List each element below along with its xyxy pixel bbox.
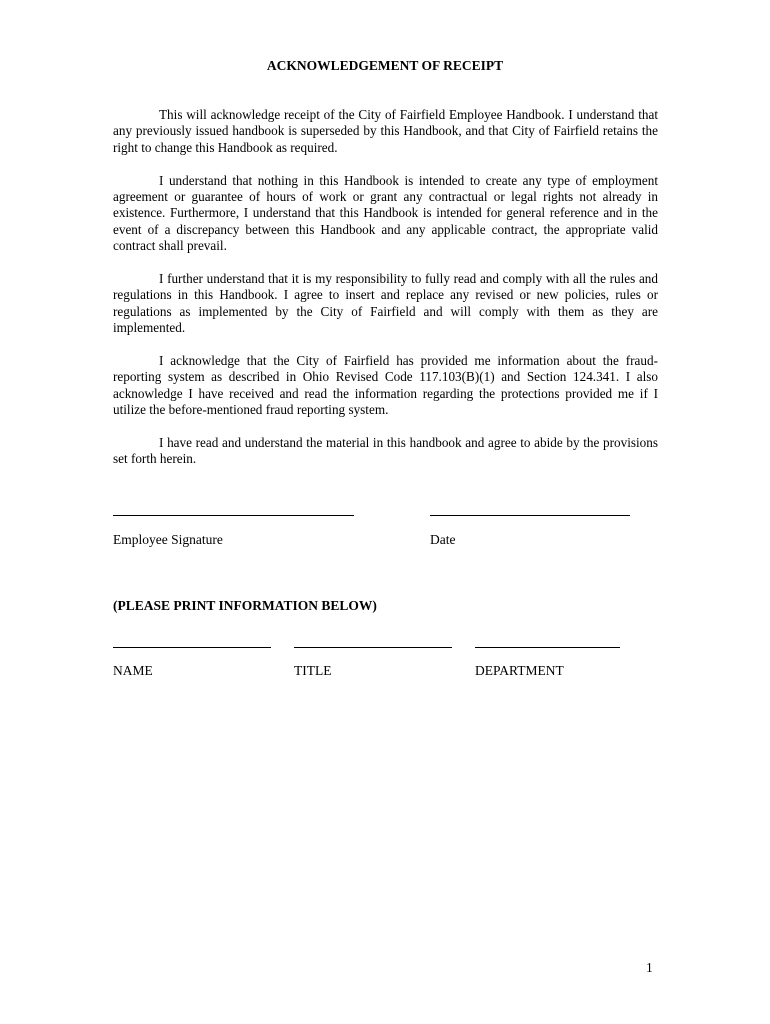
paragraph-responsibility: I further understand that it is my responsibility to fully read and comply with all the rules and regulations in this Handbook. I agree to insert and replace any revised or new policies, rules or regulations as implemented by the City of Fairfield and will comply with them as they are implemented. (113, 271, 658, 336)
document-title: ACKNOWLEDGEMENT OF RECEIPT (266, 58, 504, 73)
department-line[interactable] (475, 647, 620, 648)
paragraph-agreement: I have read and understand the material in this handbook and agree to abide by the provisions set forth herein. (113, 435, 658, 467)
paragraph-receipt: This will acknowledge receipt of the City of Fairfield Employee Handbook. I understand that any previously issued handbook is superseded by this Handbook, and that City of Fairfield retains the right to change this Handbook as required. (113, 107, 658, 155)
title-label: TITLE (294, 663, 332, 678)
date-line[interactable] (430, 515, 630, 516)
name-line[interactable] (113, 647, 271, 648)
page-number: 1 (646, 960, 653, 975)
print-info-heading: (PLEASE PRINT INFORMATION BELOW) (113, 598, 377, 613)
date-label: Date (430, 532, 456, 547)
body-text (113, 107, 658, 484)
name-label: NAME (113, 663, 153, 678)
employee-signature-label: Employee Signature (113, 532, 223, 547)
department-label: DEPARTMENT (475, 663, 564, 678)
title-line[interactable] (294, 647, 452, 648)
employee-signature-line[interactable] (113, 515, 354, 516)
paragraph-fraud-reporting: I acknowledge that the City of Fairfield has provided me information about the fraud-reporting system as described in Ohio Revised Code 117.103(B)(1) and Section 124.341. I also acknowledge I have received and read the information regarding the protections provided me if I utilize the before-mentioned fraud reporting system. (113, 353, 658, 418)
paragraph-no-contract: I understand that nothing in this Handbook is intended to create any type of employment agreement or guarantee of hours of work or grant any contractual or legal rights not already in existence. Furthermore, I understand that this Handbook is intended for general reference and in the event of a discrepancy between this Handbook and any applicable contract, the appropriate valid contract shall prevail. (113, 172, 658, 254)
